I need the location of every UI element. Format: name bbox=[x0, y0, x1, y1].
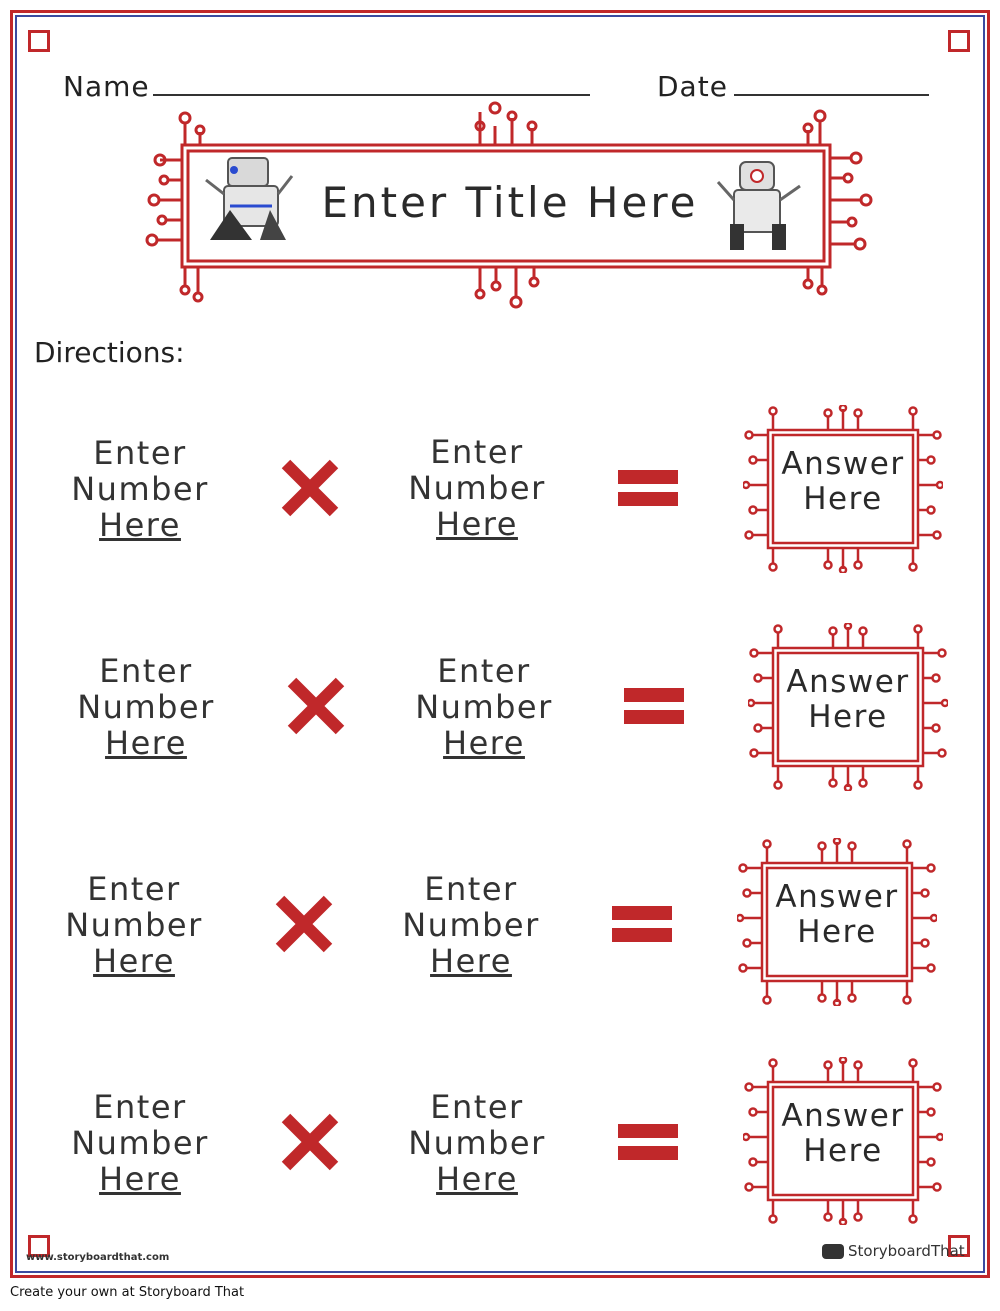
first-factor[interactable] bbox=[50, 1089, 230, 1197]
multiply-icon bbox=[280, 458, 340, 518]
second-factor[interactable] bbox=[387, 1089, 567, 1197]
answer-line: Answer bbox=[781, 446, 905, 482]
corner-square-icon bbox=[28, 30, 50, 52]
factor-line: Here bbox=[99, 506, 181, 544]
worksheet-title[interactable]: Enter Title Here bbox=[321, 178, 699, 227]
speech-bubble-icon bbox=[822, 1244, 844, 1259]
factor-line: Here bbox=[443, 724, 525, 762]
footer-url[interactable]: www.storyboardthat.com bbox=[26, 1252, 170, 1263]
create-your-own-link[interactable]: Create your own at Storyboard That bbox=[10, 1285, 245, 1300]
date-label: Date bbox=[657, 70, 728, 103]
first-factor[interactable] bbox=[50, 435, 230, 543]
logo-text: StoryboardThat bbox=[848, 1242, 965, 1260]
factor-line: Enter bbox=[87, 870, 181, 908]
directions-label: Directions: bbox=[34, 336, 185, 369]
answer-text bbox=[768, 1099, 918, 1169]
answer-line: Here bbox=[797, 914, 877, 950]
factor-line: Number bbox=[402, 906, 540, 944]
name-line[interactable] bbox=[153, 94, 590, 96]
storyboardthat-logo[interactable] bbox=[822, 1242, 965, 1260]
equals-icon bbox=[618, 1124, 678, 1164]
equals-icon bbox=[624, 688, 684, 728]
answer-chip[interactable] bbox=[743, 1057, 943, 1225]
factor-line: Here bbox=[430, 942, 512, 980]
answer-line: Here bbox=[803, 481, 883, 517]
answer-text bbox=[768, 447, 918, 517]
factor-line: Number bbox=[415, 688, 553, 726]
answer-text bbox=[773, 665, 923, 735]
problem-row bbox=[0, 400, 1000, 580]
answer-chip[interactable] bbox=[748, 623, 948, 791]
answer-line: Here bbox=[803, 1133, 883, 1169]
factor-line: Enter bbox=[99, 652, 193, 690]
factor-line: Enter bbox=[93, 1088, 187, 1126]
corner-square-icon bbox=[948, 30, 970, 52]
answer-chip[interactable] bbox=[743, 405, 943, 573]
equals-icon bbox=[618, 470, 678, 510]
second-factor[interactable] bbox=[387, 434, 567, 542]
factor-line: Number bbox=[408, 469, 546, 507]
equals-icon bbox=[612, 906, 672, 946]
factor-line: Number bbox=[408, 1124, 546, 1162]
factor-line: Here bbox=[436, 1160, 518, 1198]
answer-line: Answer bbox=[775, 879, 899, 915]
factor-line: Enter bbox=[93, 434, 187, 472]
factor-line: Here bbox=[436, 505, 518, 543]
first-factor[interactable] bbox=[56, 653, 236, 761]
second-factor[interactable] bbox=[394, 653, 574, 761]
factor-line: Enter bbox=[437, 652, 531, 690]
multiply-icon bbox=[280, 1112, 340, 1172]
multiply-icon bbox=[286, 676, 346, 736]
answer-line: Answer bbox=[786, 664, 910, 700]
multiply-icon bbox=[274, 894, 334, 954]
answer-line: Answer bbox=[781, 1098, 905, 1134]
name-label: Name bbox=[63, 70, 150, 103]
problem-row bbox=[0, 836, 1000, 1016]
first-factor[interactable] bbox=[44, 871, 224, 979]
problem-row bbox=[0, 618, 1000, 798]
factor-line: Number bbox=[71, 1124, 209, 1162]
factor-line: Number bbox=[71, 470, 209, 508]
date-line[interactable] bbox=[734, 94, 929, 96]
robot-icon bbox=[206, 158, 292, 240]
factor-line: Number bbox=[77, 688, 215, 726]
factor-line: Number bbox=[65, 906, 203, 944]
factor-line: Here bbox=[105, 724, 187, 762]
factor-line: Enter bbox=[424, 870, 518, 908]
factor-line: Here bbox=[93, 942, 175, 980]
title-banner bbox=[140, 100, 880, 312]
robot-icon bbox=[718, 162, 800, 250]
answer-text bbox=[762, 880, 912, 950]
factor-line: Here bbox=[99, 1160, 181, 1198]
answer-line: Here bbox=[808, 699, 888, 735]
factor-line: Enter bbox=[430, 1088, 524, 1126]
factor-line: Enter bbox=[430, 433, 524, 471]
problem-row bbox=[0, 1054, 1000, 1234]
second-factor[interactable] bbox=[381, 871, 561, 979]
answer-chip[interactable] bbox=[737, 838, 937, 1006]
